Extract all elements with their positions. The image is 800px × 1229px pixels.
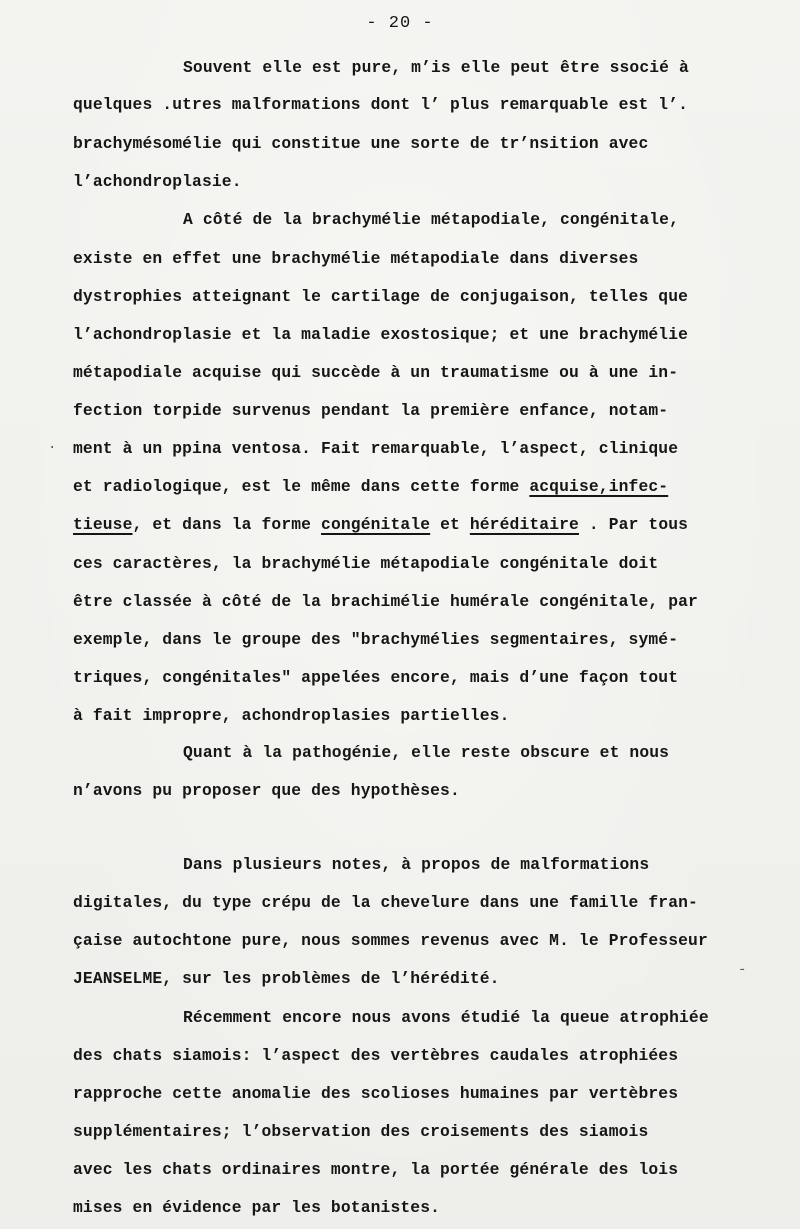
margin-dot-mark: · (48, 440, 57, 456)
text-line: être classée à côté de la brachimélie humérale congénitale, par (73, 592, 698, 611)
text-line: Récemment encore nous avons étudié la queue atrophiée (183, 1008, 709, 1027)
text-line: métapodiale acquise qui succède à un traumatisme ou à une in- (73, 363, 679, 382)
text-line: triques, congénitales" appelées encore, mais d’une façon tout (73, 668, 679, 687)
text-line (73, 515, 688, 535)
text-line: fection torpide survenus pendant la première enfance, notam- (73, 401, 669, 420)
text-segment: et radiologique, est le même dans cette forme (73, 477, 530, 496)
underlined-term-acquise-infectieuse: acquise,infec- (529, 477, 669, 496)
text-line: dystrophies atteignant le cartilage de conjugaison, telles que (73, 287, 689, 306)
text-line: supplémentaires; l’observation des croisements des siamois (73, 1122, 649, 1141)
text-line: n’avons pu proposer que des hypothèses. (73, 781, 460, 800)
page-number: - 20 - (366, 14, 434, 33)
text-line: Dans plusieurs notes, à propos de malformations (183, 855, 650, 874)
text-line: à fait impropre, achondroplasies partielles. (73, 706, 510, 725)
text-segment: et (430, 515, 470, 534)
text-line: ment à un ppina ventosa. Fait remarquable, l’aspect, clinique (73, 439, 679, 458)
text-line: avec les chats ordinaires montre, la portée générale des lois (73, 1160, 679, 1179)
text-segment: , et dans la forme (132, 515, 322, 534)
text-line (73, 477, 668, 497)
text-line: exemple, dans le groupe des "brachymélies segmentaires, symé- (73, 630, 679, 649)
text-line: çaise autochtone pure, nous sommes revenus avec M. le Professeur (73, 931, 708, 950)
underlined-term-tieuse: tieuse (73, 515, 133, 534)
text-line: existe en effet une brachymélie métapodiale dans diverses (73, 249, 639, 268)
margin-dash-mark: - (738, 962, 747, 978)
text-line: l’achondroplasie. (73, 172, 242, 191)
text-line: mises en évidence par les botanistes. (73, 1198, 441, 1217)
text-line: rapproche cette anomalie des scolioses humaines par vertèbres (73, 1084, 679, 1103)
text-line: l’achondroplasie et la maladie exostosique; et une brachymélie (73, 325, 689, 344)
text-segment: . Par tous (578, 515, 689, 534)
text-line: brachymésomélie qui constitue une sorte de tr’nsition avec (73, 134, 649, 153)
text-line: A côté de la brachymélie métapodiale, congénitale, (183, 210, 680, 229)
text-line: des chats siamois: l’aspect des vertèbres caudales atrophiées (73, 1046, 679, 1065)
underlined-term-congenitale: congénitale (321, 515, 431, 534)
underlined-term-hereditaire: héréditaire (469, 515, 579, 534)
text-line: Quant à la pathogénie, elle reste obscure et nous (183, 743, 670, 762)
text-line: Souvent elle est pure, m’is elle peut être ssocié à (183, 58, 689, 77)
text-line: ces caractères, la brachymélie métapodiale congénitale doit (73, 554, 659, 573)
text-line: digitales, du type crépu de la chevelure dans une famille fran- (73, 893, 698, 912)
text-line: quelques .utres malformations dont l’ plus remarquable est l’. (73, 95, 689, 114)
text-line: JEANSELME, sur les problèmes de l’hérédité. (73, 969, 500, 988)
